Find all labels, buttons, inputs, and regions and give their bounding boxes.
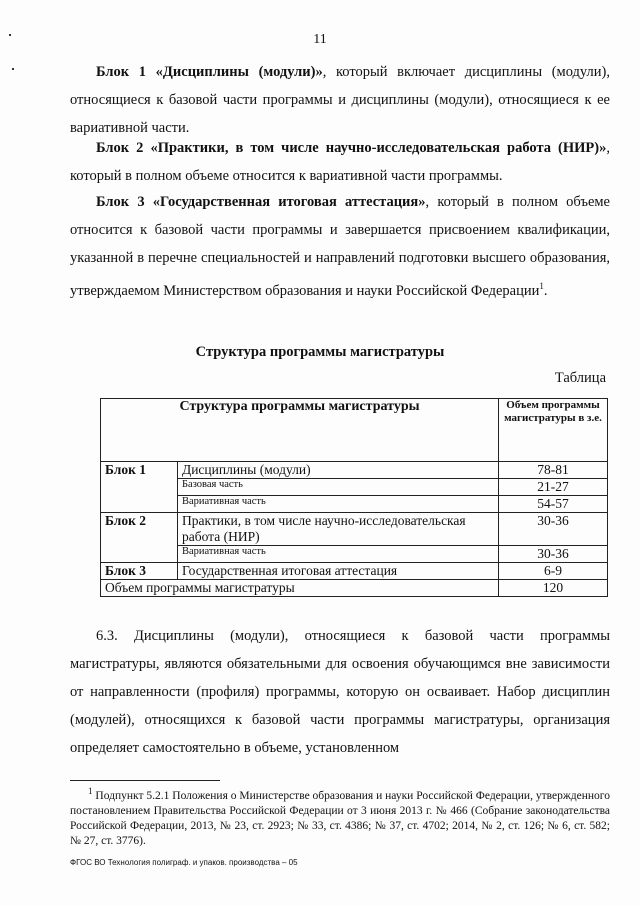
total-label: Объем программы магистратуры bbox=[101, 580, 499, 597]
block1-base: Базовая часть bbox=[178, 479, 499, 496]
block3-end: . bbox=[543, 282, 548, 299]
page-footer: ФГОС ВО Технология полиграф. и упаков. производства – 05 bbox=[70, 858, 298, 867]
block1-main: Дисциплины (модули) bbox=[178, 462, 499, 479]
block2-heading: Блок 2 «Практики, в том числе научно-исследовательская работа (НИР)» bbox=[96, 140, 607, 156]
table-row bbox=[101, 462, 608, 479]
paragraph-6-3-text: 6.3. Дисциплины (модули), относящиеся к базовой части программы магистратуры, являются обязательными для освоения обучающимся вне зависимости от направленности (профиля) программы, которую он осваивает. Набор дисциплин (модулей), относящихся к базовой части программы магистратуры, организация определяет самостоятельно в объеме, установленном bbox=[70, 628, 610, 756]
footnote bbox=[70, 784, 610, 849]
table-header-row bbox=[101, 399, 608, 462]
table-row bbox=[101, 563, 608, 580]
block2-var-value: 30-36 bbox=[499, 546, 608, 563]
scan-speck bbox=[12, 68, 14, 70]
header-structure: Структура программы магистратуры bbox=[101, 399, 499, 462]
footnote-text: Подпункт 5.2.1 Положения о Министерстве образования и науки Российской Федерации, утвержденного постановлением Правительства Российской Федерации от 3 июня 2013 г. № 466 (Собрание законодательства Российской Федерации, 2013, № 23, ст. 2923; № 33, ст. 4386; № 37, ст. 4702; 2014, № 2, ст. 126; № 6, ст. 582; № 27, ст. 3776). bbox=[70, 789, 610, 847]
table-row bbox=[101, 479, 608, 496]
block1-var-value: 54-57 bbox=[499, 496, 608, 513]
block3-main-value: 6-9 bbox=[499, 563, 608, 580]
block2-var: Вариативная часть bbox=[178, 546, 499, 563]
block3-main: Государственная итоговая аттестация bbox=[178, 563, 499, 580]
table-row bbox=[101, 496, 608, 513]
footnote-divider bbox=[70, 780, 220, 781]
block2-label: Блок 2 bbox=[101, 513, 178, 563]
block2-main-value: 30-36 bbox=[499, 513, 608, 546]
block1-base-value: 21-27 bbox=[499, 479, 608, 496]
block3-label: Блок 3 bbox=[101, 563, 178, 580]
total-value: 120 bbox=[499, 580, 608, 597]
footnote-number: 1 bbox=[88, 786, 93, 796]
block1-main-value: 78-81 bbox=[499, 462, 608, 479]
page-number: 11 bbox=[313, 32, 327, 47]
block1-heading: Блок 1 «Дисциплины (модули)» bbox=[96, 64, 323, 80]
paragraph-block3 bbox=[70, 188, 610, 305]
header-volume: Объем программы магистратуры в з.е. bbox=[499, 399, 608, 462]
footnote-ref: 1 bbox=[539, 281, 544, 291]
paragraph-block2 bbox=[70, 134, 610, 190]
block2-main: Практики, в том числе научно-исследовательская работа (НИР) bbox=[178, 513, 499, 546]
table-row bbox=[101, 580, 608, 597]
block2-text: , который в полном объеме относится к вариативной части программы. bbox=[70, 140, 610, 184]
block1-var: Вариативная часть bbox=[178, 496, 499, 513]
block3-text: , который в полном объеме относится к базовой части программы и завершается присвоением квалификации, указанной в перечне специальностей и направлений подготовки высшего образования, утверждаемом Министерством образования и науки Российской Федерации bbox=[70, 194, 610, 299]
block3-heading: Блок 3 «Государственная итоговая аттестация» bbox=[96, 194, 426, 210]
program-structure-table bbox=[100, 398, 608, 597]
table-row bbox=[101, 546, 608, 563]
block1-label: Блок 1 bbox=[101, 462, 178, 513]
table-row bbox=[101, 513, 608, 546]
paragraph-block1 bbox=[70, 58, 610, 142]
block1-text: , который включает дисциплины (модули), относящиеся к базовой части программы и дисциплины (модули), относящиеся к ее вариативной части. bbox=[70, 64, 610, 136]
table-label: Таблица bbox=[554, 370, 606, 386]
paragraph-6-3 bbox=[70, 622, 610, 762]
table-title: Структура программы магистратуры bbox=[195, 344, 445, 360]
